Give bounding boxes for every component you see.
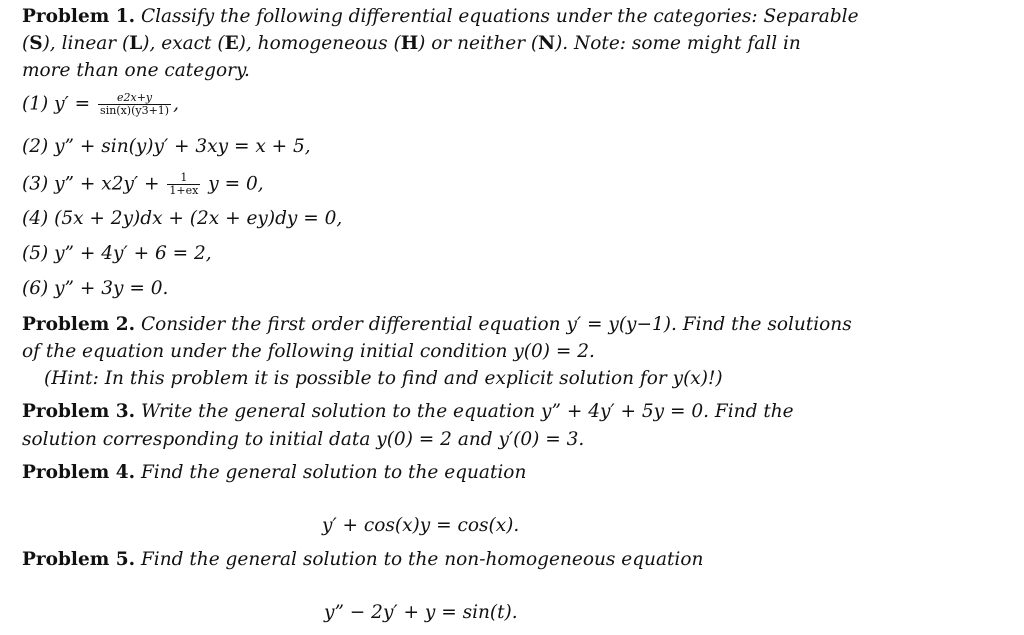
equation-label: (5) (22, 243, 49, 264)
problem-1-line-3: more than one category. (22, 60, 250, 81)
category-l: L (129, 33, 143, 54)
equation-1-fraction (98, 92, 171, 117)
problem-3-line-1 (22, 403, 794, 422)
equation-3-fraction (167, 172, 200, 197)
problem-4-heading: Problem 4. (22, 462, 136, 483)
text: ), exact ( (142, 33, 225, 54)
equation-2 (22, 138, 311, 157)
equation-body: y = 0, (208, 173, 264, 195)
fraction-numerator: 1 (167, 172, 200, 185)
equation-label: (2) (22, 136, 49, 157)
problem-3-heading: Problem 3. (22, 401, 136, 422)
equation-5 (22, 245, 212, 264)
text: ), linear ( (42, 33, 130, 54)
text: ), homogeneous ( (238, 33, 401, 54)
problem-3-text-1: Write the general solution to the equation y” + 4y′ + 5y = 0. Find the (140, 401, 794, 422)
problem-4-equation: y′ + cos(x)y = cos(x). (322, 515, 520, 536)
equation-body: y” + 4y′ + 6 = 2, (54, 243, 212, 264)
problem-1-line-2 (22, 35, 801, 54)
equation-label: (6) (22, 278, 49, 299)
problem-5-text-1: Find the general solution to the non-homogeneous equation (140, 549, 704, 570)
equation-3 (22, 172, 264, 197)
equation-label: (3) (22, 173, 49, 195)
equation-label: (1) (22, 93, 49, 115)
category-n: N (538, 33, 556, 54)
equation-4 (22, 210, 342, 229)
problem-5-equation: y” − 2y′ + y = sin(t). (324, 602, 518, 623)
text: ) or neither ( (418, 33, 539, 54)
fraction-numerator: e2x+y (98, 92, 171, 105)
problem-1-text-1: Classify the following differential equations under the categories: Separable (140, 6, 859, 27)
text: ). Note: some might fall in (555, 33, 801, 54)
equation-body: y” + sin(y)y′ + 3xy = x + 5, (54, 136, 311, 157)
equation-body: (5x + 2y)dx + (2x + ey)dy = 0, (54, 208, 343, 229)
problem-2-line-1 (22, 316, 852, 335)
problem-2-hint: (Hint: In this problem it is possible to find and explicit solution for y(x)!) (44, 368, 723, 389)
problem-2-heading: Problem 2. (22, 314, 136, 335)
category-e: E (224, 33, 239, 54)
equation-1 (22, 92, 179, 117)
problem-2-line-2: of the equation under the following initial condition y(0) = 2. (22, 341, 595, 362)
equation-lhs: y′ = (54, 93, 91, 115)
text: , (173, 93, 179, 115)
problem-1-line-1 (22, 8, 859, 27)
equation-label: (4) (22, 208, 49, 229)
problem-4-line-1 (22, 464, 526, 483)
equation-body: y” + 3y = 0. (54, 278, 169, 299)
problem-5-line-1 (22, 551, 703, 570)
text: ( (22, 33, 30, 54)
fraction-denominator: 1+ex (169, 184, 199, 198)
problem-2-text-1: Consider the first order differential equation y′ = y(y−1). Find the solutions (140, 314, 852, 335)
problem-5-heading: Problem 5. (22, 549, 136, 570)
problem-4-text-1: Find the general solution to the equation (140, 462, 527, 483)
category-s: S (29, 33, 43, 54)
fraction-denominator: sin(x)(y3+1) (100, 104, 170, 118)
category-h: H (400, 33, 419, 54)
equation-body: y” + x2y′ + (54, 173, 160, 195)
equation-6 (22, 280, 168, 299)
problem-3-line-2: solution corresponding to initial data y(0) = 2 and y′(0) = 3. (22, 429, 585, 450)
problem-1-heading: Problem 1. (22, 6, 136, 27)
